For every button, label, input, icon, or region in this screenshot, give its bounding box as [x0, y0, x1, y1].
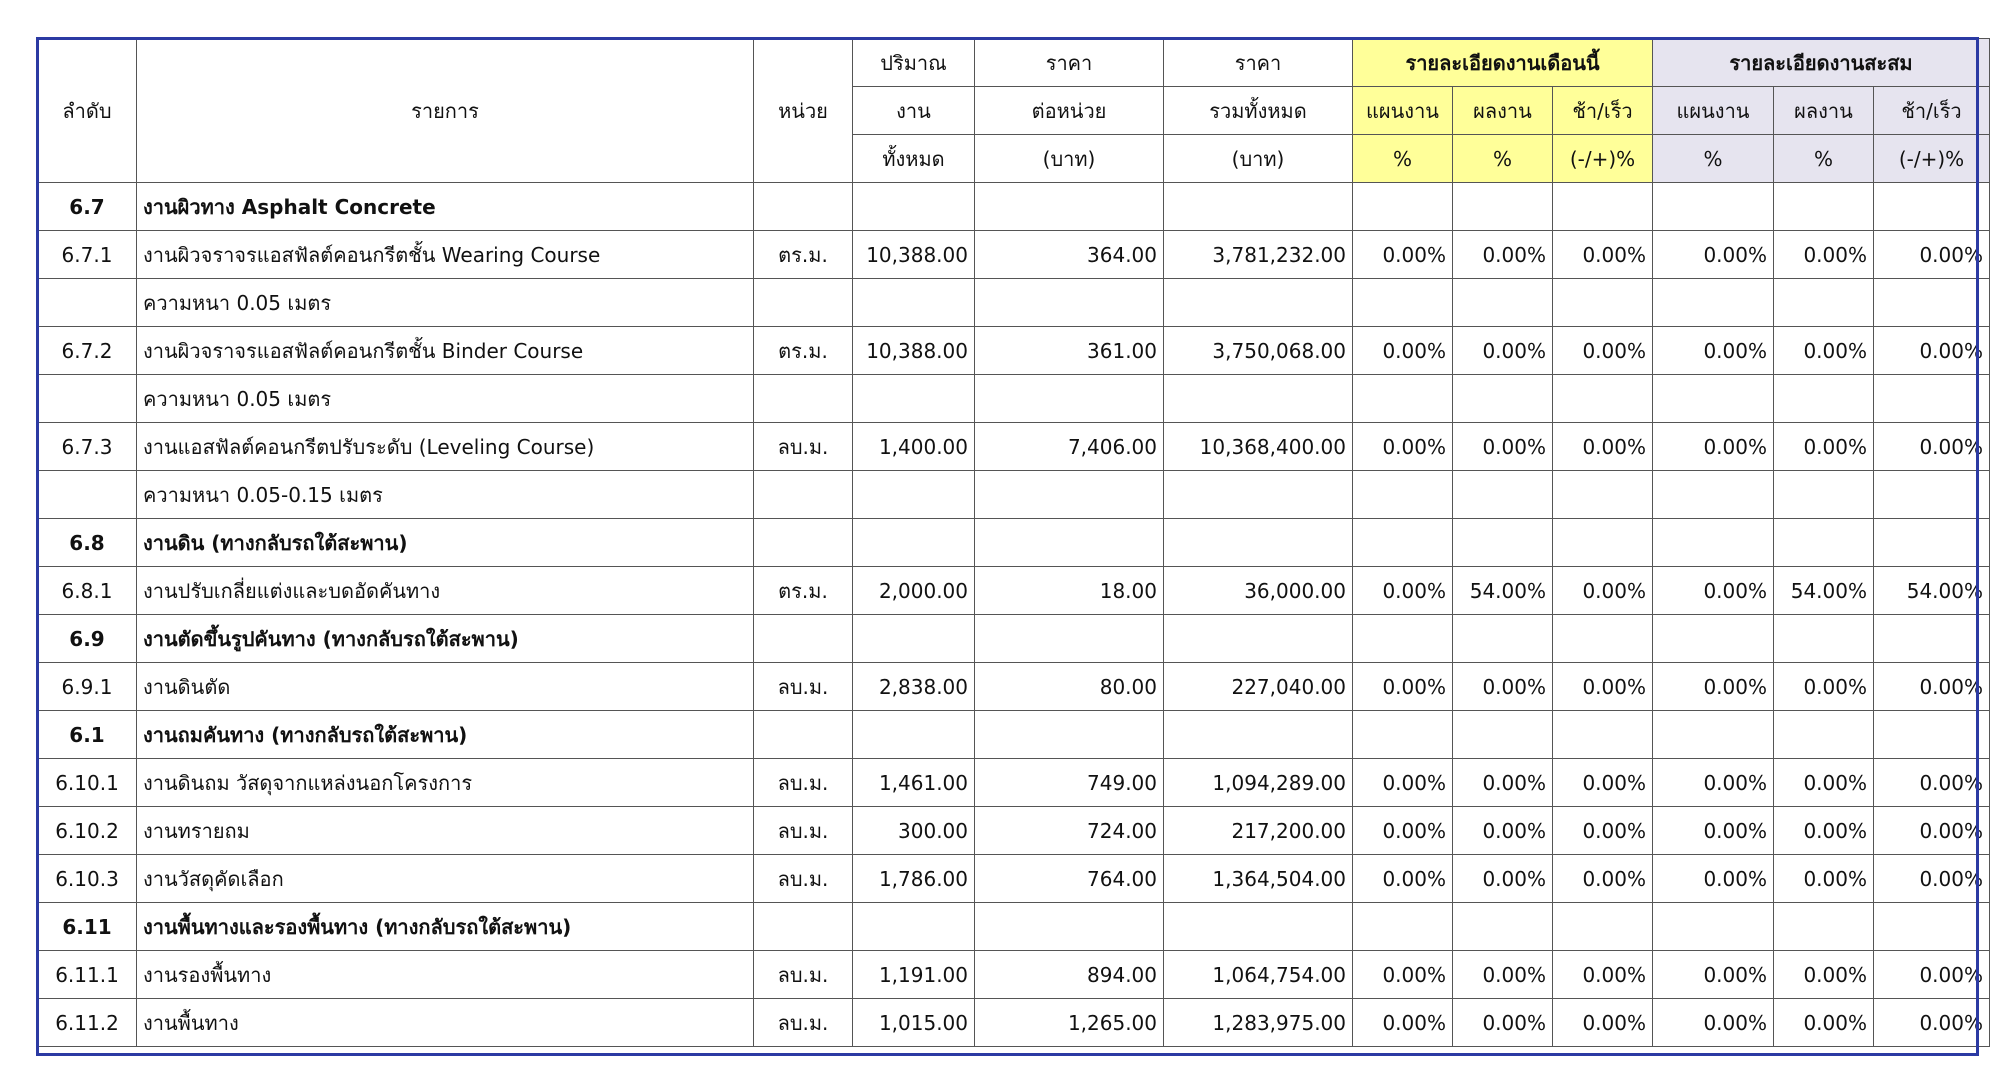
cell-c-diff	[1874, 903, 1990, 951]
table-row	[38, 663, 1990, 711]
cell-m-result	[1453, 903, 1553, 951]
cell-m-diff: 0.00%	[1553, 567, 1653, 615]
cell-m-diff	[1553, 279, 1653, 327]
cell-c-plan	[1653, 519, 1774, 567]
note-row	[38, 279, 1990, 327]
cell-total: 227,040.00	[1164, 663, 1353, 711]
cell-m-diff: 0.00%	[1553, 807, 1653, 855]
cell-m-result	[1453, 471, 1553, 519]
cell-c-plan: 0.00%	[1653, 807, 1774, 855]
cell-c-result: 0.00%	[1774, 663, 1874, 711]
cell-qty: 1,786.00	[853, 855, 975, 903]
cell-unit	[754, 519, 853, 567]
cell-total: 1,094,289.00	[1164, 759, 1353, 807]
cell-m-result	[1453, 711, 1553, 759]
header-qty-1: ปริมาณ	[853, 39, 975, 87]
cell-price: 80.00	[975, 663, 1164, 711]
cell-price	[975, 519, 1164, 567]
cell-m-result: 0.00%	[1453, 999, 1553, 1047]
cell-no: 6.7	[38, 183, 137, 231]
cell-total	[1164, 903, 1353, 951]
cell-price: 1,265.00	[975, 999, 1164, 1047]
cell-m-plan: 0.00%	[1353, 807, 1453, 855]
cell-c-diff: 0.00%	[1874, 759, 1990, 807]
cell-qty	[853, 711, 975, 759]
cell-c-diff: 0.00%	[1874, 327, 1990, 375]
cell-c-result	[1774, 519, 1874, 567]
cell-m-plan: 0.00%	[1353, 567, 1453, 615]
cell-item: งานแอสฟัลต์คอนกรีตปรับระดับ (Leveling Course)	[137, 423, 754, 471]
cell-price: 764.00	[975, 855, 1164, 903]
cell-c-diff	[1874, 615, 1990, 663]
cell-total	[1164, 375, 1353, 423]
section-row	[38, 615, 1990, 663]
cell-m-plan: 0.00%	[1353, 759, 1453, 807]
cell-m-plan	[1353, 615, 1453, 663]
cell-m-plan	[1353, 375, 1453, 423]
cell-c-result: 0.00%	[1774, 327, 1874, 375]
cell-m-diff: 0.00%	[1553, 327, 1653, 375]
cell-m-result: 0.00%	[1453, 855, 1553, 903]
cell-c-result: 0.00%	[1774, 999, 1874, 1047]
table-row	[38, 951, 1990, 999]
cell-unit: ตร.ม.	[754, 231, 853, 279]
cell-m-diff: 0.00%	[1553, 423, 1653, 471]
cell-qty	[853, 615, 975, 663]
table-row	[38, 999, 1990, 1047]
cell-total: 3,750,068.00	[1164, 327, 1353, 375]
cell-unit: ลบ.ม.	[754, 855, 853, 903]
cell-price: 18.00	[975, 567, 1164, 615]
table-row	[38, 231, 1990, 279]
cell-m-result: 0.00%	[1453, 663, 1553, 711]
cell-price: 724.00	[975, 807, 1164, 855]
cell-total	[1164, 471, 1353, 519]
cell-m-diff: 0.00%	[1553, 759, 1653, 807]
cell-item: งานถมคันทาง (ทางกลับรถใต้สะพาน)	[137, 711, 754, 759]
cell-m-diff: 0.00%	[1553, 999, 1653, 1047]
cell-unit	[754, 615, 853, 663]
cell-c-plan	[1653, 711, 1774, 759]
header-this-month: รายละเอียดงานเดือนนี้	[1353, 39, 1653, 87]
header-qty-2: งาน	[853, 87, 975, 135]
cell-m-result: 0.00%	[1453, 231, 1553, 279]
cell-no: 6.11.1	[38, 951, 137, 999]
cell-total	[1164, 519, 1353, 567]
cell-unit	[754, 375, 853, 423]
cell-m-result	[1453, 375, 1553, 423]
cell-item: งานดินถม วัสดุจากแหล่งนอกโครงการ	[137, 759, 754, 807]
cell-c-diff: 0.00%	[1874, 231, 1990, 279]
cell-qty: 1,015.00	[853, 999, 975, 1047]
cell-c-plan: 0.00%	[1653, 759, 1774, 807]
cell-c-plan	[1653, 183, 1774, 231]
header-cum-diff: ช้า/เร็ว	[1874, 87, 1990, 135]
cell-item: งานผิวจราจรแอสฟัลต์คอนกรีตชั้น Wearing Course	[137, 231, 754, 279]
header-cum-result: ผลงาน	[1774, 87, 1874, 135]
cell-c-plan: 0.00%	[1653, 951, 1774, 999]
cell-c-plan	[1653, 903, 1774, 951]
cell-m-diff	[1553, 183, 1653, 231]
section-row	[38, 711, 1990, 759]
header-cum-plan-pct: %	[1653, 135, 1774, 183]
cell-unit: ตร.ม.	[754, 327, 853, 375]
cell-no	[38, 375, 137, 423]
cell-total: 3,781,232.00	[1164, 231, 1353, 279]
header-total-price-2: รวมทั้งหมด	[1164, 87, 1353, 135]
cell-price: 7,406.00	[975, 423, 1164, 471]
cell-c-result: 0.00%	[1774, 855, 1874, 903]
cell-c-result	[1774, 279, 1874, 327]
table-row	[38, 327, 1990, 375]
section-row	[38, 183, 1990, 231]
header-unit-price-1: ราคา	[975, 39, 1164, 87]
cell-no: 6.1	[38, 711, 137, 759]
cell-unit: ลบ.ม.	[754, 999, 853, 1047]
cell-qty: 300.00	[853, 807, 975, 855]
cell-price	[975, 471, 1164, 519]
cell-m-diff	[1553, 471, 1653, 519]
cell-m-plan	[1353, 519, 1453, 567]
cell-no	[38, 279, 137, 327]
cell-qty	[853, 375, 975, 423]
cell-unit: ลบ.ม.	[754, 759, 853, 807]
cell-total: 1,364,504.00	[1164, 855, 1353, 903]
cell-qty: 2,000.00	[853, 567, 975, 615]
cell-m-plan: 0.00%	[1353, 663, 1453, 711]
cell-m-plan: 0.00%	[1353, 231, 1453, 279]
cell-c-diff	[1874, 183, 1990, 231]
cell-total: 36,000.00	[1164, 567, 1353, 615]
table-row	[38, 807, 1990, 855]
cell-m-plan: 0.00%	[1353, 855, 1453, 903]
cell-c-result	[1774, 471, 1874, 519]
cell-m-result: 0.00%	[1453, 951, 1553, 999]
cell-c-result: 0.00%	[1774, 423, 1874, 471]
header-item: รายการ	[137, 39, 754, 183]
cell-m-result: 54.00%	[1453, 567, 1553, 615]
cell-item: งานผิวทาง Asphalt Concrete	[137, 183, 754, 231]
header-unit-price-3: (บาท)	[975, 135, 1164, 183]
table-row	[38, 855, 1990, 903]
cell-c-plan	[1653, 279, 1774, 327]
cell-item: งานรองพื้นทาง	[137, 951, 754, 999]
header-month-diff: ช้า/เร็ว	[1553, 87, 1653, 135]
header-month-result: ผลงาน	[1453, 87, 1553, 135]
cell-c-result	[1774, 375, 1874, 423]
cell-c-result: 0.00%	[1774, 231, 1874, 279]
cell-c-diff	[1874, 375, 1990, 423]
cell-m-plan	[1353, 471, 1453, 519]
cell-qty: 10,388.00	[853, 231, 975, 279]
cell-price	[975, 183, 1164, 231]
cell-m-plan	[1353, 279, 1453, 327]
cell-c-diff: 0.00%	[1874, 855, 1990, 903]
cell-unit: ลบ.ม.	[754, 663, 853, 711]
table-row	[38, 423, 1990, 471]
section-row	[38, 519, 1990, 567]
cell-qty: 1,191.00	[853, 951, 975, 999]
cell-m-plan	[1353, 711, 1453, 759]
cell-total: 1,064,754.00	[1164, 951, 1353, 999]
cell-qty	[853, 519, 975, 567]
cell-c-diff: 54.00%	[1874, 567, 1990, 615]
cell-m-diff	[1553, 903, 1653, 951]
cell-no: 6.10.2	[38, 807, 137, 855]
cell-no: 6.11.2	[38, 999, 137, 1047]
cell-no: 6.9.1	[38, 663, 137, 711]
header-month-plan: แผนงาน	[1353, 87, 1453, 135]
cell-unit	[754, 183, 853, 231]
cell-qty	[853, 471, 975, 519]
header-cumulative: รายละเอียดงานสะสม	[1653, 39, 1990, 87]
cell-m-plan	[1353, 903, 1453, 951]
header-month-diff-pct: (-/+)%	[1553, 135, 1653, 183]
table-row	[38, 567, 1990, 615]
cell-item: งานพื้นทางและรองพื้นทาง (ทางกลับรถใต้สะพาน)	[137, 903, 754, 951]
cell-m-result: 0.00%	[1453, 807, 1553, 855]
cell-c-plan: 0.00%	[1653, 855, 1774, 903]
cell-total	[1164, 183, 1353, 231]
cell-no: 6.10.3	[38, 855, 137, 903]
cell-price	[975, 615, 1164, 663]
cell-unit: ลบ.ม.	[754, 951, 853, 999]
cell-c-plan	[1653, 615, 1774, 663]
cell-m-plan: 0.00%	[1353, 999, 1453, 1047]
cell-c-result	[1774, 711, 1874, 759]
header-unit-price-2: ต่อหน่วย	[975, 87, 1164, 135]
cell-c-plan: 0.00%	[1653, 663, 1774, 711]
cell-m-result	[1453, 615, 1553, 663]
cell-total: 10,368,400.00	[1164, 423, 1353, 471]
cell-no: 6.7.2	[38, 327, 137, 375]
cell-c-diff	[1874, 711, 1990, 759]
cell-item: งานดินตัด	[137, 663, 754, 711]
table-row	[38, 759, 1990, 807]
cell-m-diff	[1553, 615, 1653, 663]
cell-unit	[754, 471, 853, 519]
cell-m-result: 0.00%	[1453, 423, 1553, 471]
header-total-price-1: ราคา	[1164, 39, 1353, 87]
cell-total	[1164, 615, 1353, 663]
cell-m-plan: 0.00%	[1353, 951, 1453, 999]
cell-c-plan: 0.00%	[1653, 567, 1774, 615]
cell-m-diff: 0.00%	[1553, 663, 1653, 711]
section-row	[38, 903, 1990, 951]
cell-c-diff: 0.00%	[1874, 951, 1990, 999]
cell-unit	[754, 711, 853, 759]
cell-price: 361.00	[975, 327, 1164, 375]
cell-m-diff	[1553, 519, 1653, 567]
cell-total: 1,283,975.00	[1164, 999, 1353, 1047]
cell-c-result: 54.00%	[1774, 567, 1874, 615]
cell-c-result: 0.00%	[1774, 807, 1874, 855]
cell-total	[1164, 279, 1353, 327]
header-month-plan-pct: %	[1353, 135, 1453, 183]
cell-item: งานดิน (ทางกลับรถใต้สะพาน)	[137, 519, 754, 567]
cell-no: 6.10.1	[38, 759, 137, 807]
cell-c-result	[1774, 615, 1874, 663]
cell-price	[975, 375, 1164, 423]
cell-price	[975, 279, 1164, 327]
cell-item: งานทรายถม	[137, 807, 754, 855]
cell-item: งานปรับเกลี่ยแต่งและบดอัดคันทาง	[137, 567, 754, 615]
cell-unit: ลบ.ม.	[754, 423, 853, 471]
cell-qty	[853, 279, 975, 327]
cell-item: ความหนา 0.05-0.15 เมตร	[137, 471, 754, 519]
cell-m-diff: 0.00%	[1553, 855, 1653, 903]
cell-c-diff	[1874, 471, 1990, 519]
cell-c-diff: 0.00%	[1874, 423, 1990, 471]
note-row	[38, 375, 1990, 423]
cell-no: 6.8.1	[38, 567, 137, 615]
cell-qty	[853, 903, 975, 951]
cell-c-plan	[1653, 471, 1774, 519]
cell-unit	[754, 903, 853, 951]
cell-c-result	[1774, 903, 1874, 951]
cell-item: งานพื้นทาง	[137, 999, 754, 1047]
cell-c-diff: 0.00%	[1874, 807, 1990, 855]
cell-m-result: 0.00%	[1453, 759, 1553, 807]
cell-item: ความหนา 0.05 เมตร	[137, 279, 754, 327]
header-qty-3: ทั้งหมด	[853, 135, 975, 183]
cell-m-result: 0.00%	[1453, 327, 1553, 375]
cell-c-result: 0.00%	[1774, 759, 1874, 807]
header-cum-result-pct: %	[1774, 135, 1874, 183]
cell-m-result	[1453, 519, 1553, 567]
cell-unit: ลบ.ม.	[754, 807, 853, 855]
cell-qty: 1,461.00	[853, 759, 975, 807]
note-row	[38, 471, 1990, 519]
cell-price	[975, 711, 1164, 759]
cell-unit	[754, 279, 853, 327]
cell-price: 894.00	[975, 951, 1164, 999]
cell-qty	[853, 183, 975, 231]
cell-no: 6.9	[38, 615, 137, 663]
header-cum-plan: แผนงาน	[1653, 87, 1774, 135]
cell-no: 6.8	[38, 519, 137, 567]
cell-m-diff	[1553, 375, 1653, 423]
cell-price: 749.00	[975, 759, 1164, 807]
header-cum-diff-pct: (-/+)%	[1874, 135, 1990, 183]
cell-qty: 2,838.00	[853, 663, 975, 711]
cell-price: 364.00	[975, 231, 1164, 279]
cell-m-plan: 0.00%	[1353, 327, 1453, 375]
cell-total: 217,200.00	[1164, 807, 1353, 855]
cell-item: งานตัดขึ้นรูปคันทาง (ทางกลับรถใต้สะพาน)	[137, 615, 754, 663]
cell-c-plan: 0.00%	[1653, 231, 1774, 279]
cell-m-result	[1453, 279, 1553, 327]
cell-c-plan	[1653, 375, 1774, 423]
cell-c-result	[1774, 183, 1874, 231]
cell-no: 6.11	[38, 903, 137, 951]
cell-c-plan: 0.00%	[1653, 423, 1774, 471]
cell-item: งานวัสดุคัดเลือก	[137, 855, 754, 903]
cell-no	[38, 471, 137, 519]
cell-c-plan: 0.00%	[1653, 327, 1774, 375]
cell-m-plan: 0.00%	[1353, 423, 1453, 471]
cell-qty: 1,400.00	[853, 423, 975, 471]
cell-price	[975, 903, 1164, 951]
header-unit: หน่วย	[754, 39, 853, 183]
cell-item: งานผิวจราจรแอสฟัลต์คอนกรีตชั้น Binder Course	[137, 327, 754, 375]
cell-c-plan: 0.00%	[1653, 999, 1774, 1047]
cell-total	[1164, 711, 1353, 759]
cell-c-diff	[1874, 279, 1990, 327]
cell-m-plan	[1353, 183, 1453, 231]
progress-table	[37, 38, 1990, 1047]
cell-m-diff	[1553, 711, 1653, 759]
cell-no: 6.7.1	[38, 231, 137, 279]
cell-m-diff: 0.00%	[1553, 951, 1653, 999]
cell-c-diff: 0.00%	[1874, 999, 1990, 1047]
cell-item: ความหนา 0.05 เมตร	[137, 375, 754, 423]
cell-m-result	[1453, 183, 1553, 231]
table-body	[38, 183, 1990, 1047]
table-header	[38, 39, 1990, 183]
cell-m-diff: 0.00%	[1553, 231, 1653, 279]
cell-no: 6.7.3	[38, 423, 137, 471]
cell-qty: 10,388.00	[853, 327, 975, 375]
cell-c-diff	[1874, 519, 1990, 567]
cell-unit: ตร.ม.	[754, 567, 853, 615]
header-seq: ลำดับ	[38, 39, 137, 183]
header-month-result-pct: %	[1453, 135, 1553, 183]
cell-c-result: 0.00%	[1774, 951, 1874, 999]
cell-c-diff: 0.00%	[1874, 663, 1990, 711]
header-total-price-3: (บาท)	[1164, 135, 1353, 183]
